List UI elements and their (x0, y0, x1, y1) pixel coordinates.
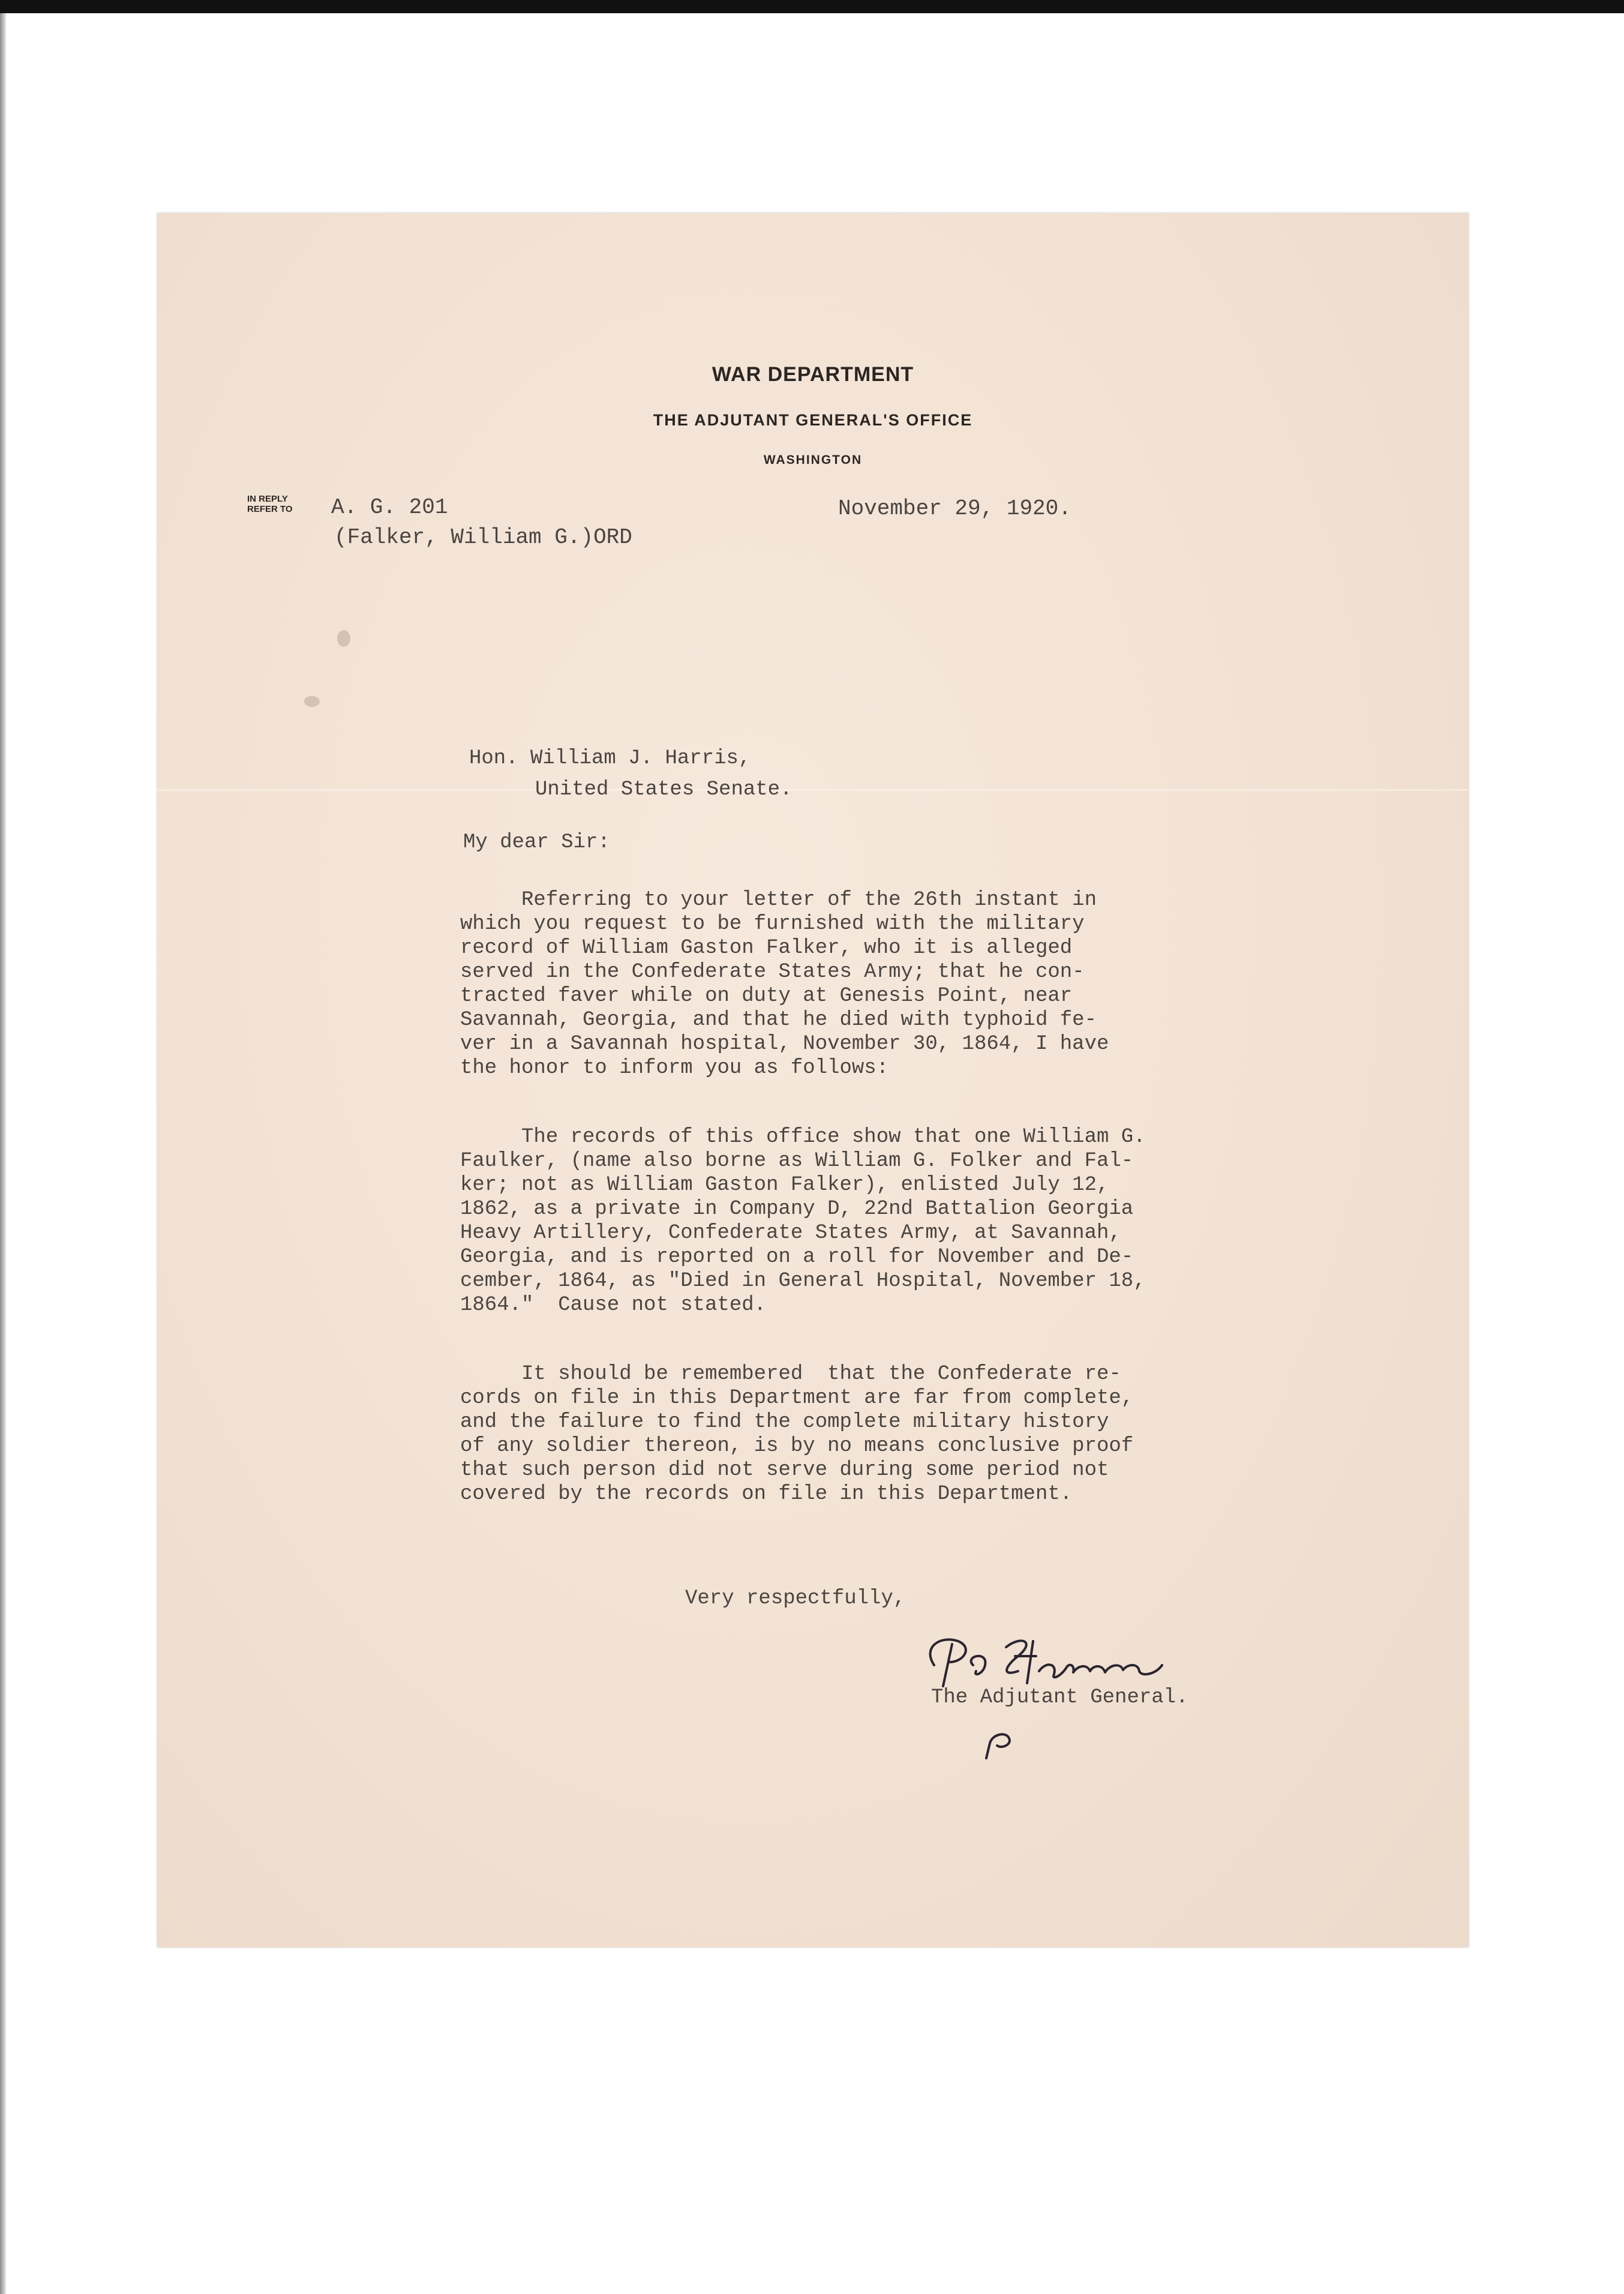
handwritten-initial-mark (979, 1725, 1021, 1767)
paragraph-line: Savannah, Georgia, and that he died with typhoid fe- (460, 1009, 1097, 1031)
paper-blemish (304, 696, 320, 707)
reply-label-line1: IN REPLY (247, 494, 288, 504)
salutation: My dear Sir: (463, 831, 610, 854)
closing: Very respectfully, (685, 1587, 906, 1610)
paragraph-line: of any soldier thereon, is by no means conclusive proof (460, 1435, 1134, 1458)
paragraph-line: 1864." Cause not stated. (460, 1294, 767, 1317)
paragraph-line: 1862, as a private in Company D, 22nd Battalion Georgia (460, 1198, 1134, 1221)
paragraph-line: It should be remembered that the Confederate re- (460, 1363, 1121, 1386)
scan-border-top (0, 0, 1624, 13)
reply-reference-label (247, 494, 293, 514)
paper-fold (157, 789, 1469, 791)
paragraph-line: ker; not as William Gaston Falker), enlisted July 12, (460, 1174, 1109, 1197)
addressee-name: Hon. William J. Harris, (469, 747, 751, 770)
letter-date: November 29, 1920. (838, 496, 1071, 521)
paragraph-line: cember, 1864, as "Died in General Hospital, November 18, (460, 1270, 1146, 1293)
letterhead-city: WASHINGTON (763, 453, 863, 467)
body-paragraph-3 (460, 1362, 1396, 1506)
paragraph-line: the honor to inform you as follows: (460, 1057, 889, 1079)
scan-border-left (0, 13, 6, 2294)
letter-page (157, 213, 1469, 1947)
paragraph-line: Referring to your letter of the 26th instant in (460, 889, 1097, 911)
paragraph-line: covered by the records on file in this Department. (460, 1483, 1073, 1506)
handwritten-signature (916, 1629, 1228, 1695)
addressee-position: United States Senate. (535, 778, 793, 801)
paragraph-line: Faulker, (name also borne as William G. Folker and Fal- (460, 1150, 1134, 1173)
paragraph-line: record of William Gaston Falker, who it is alleged (460, 937, 1073, 959)
signatory-title: The Adjutant General. (931, 1686, 1188, 1709)
letterhead-department: WAR DEPARTMENT (712, 363, 914, 386)
reply-label-line2: REFER TO (247, 504, 293, 514)
body-paragraph-1 (460, 888, 1396, 1080)
paragraph-line: tracted faver while on duty at Genesis Point, near (460, 985, 1073, 1007)
paragraph-line: served in the Confederate States Army; that he con- (460, 961, 1085, 983)
paragraph-line: which you request to be furnished with the military (460, 913, 1085, 935)
paragraph-line: cords on file in this Department are far from complete, (460, 1387, 1134, 1410)
body-paragraph-2 (460, 1125, 1396, 1317)
reference-number: A. G. 201 (331, 495, 448, 520)
paragraph-line: that such person did not serve during some period not (460, 1459, 1109, 1482)
paragraph-line: Georgia, and is reported on a roll for November and De- (460, 1246, 1134, 1269)
paper-blemish (337, 630, 350, 647)
reference-subject: (Falker, William G.)ORD (334, 525, 632, 550)
paragraph-line: Heavy Artillery, Confederate States Army, at Savannah, (460, 1222, 1121, 1245)
paragraph-line: and the failure to find the complete military history (460, 1411, 1109, 1434)
paragraph-line: ver in a Savannah hospital, November 30, 1864, I have (460, 1033, 1109, 1055)
paragraph-line: The records of this office show that one William G. (460, 1126, 1146, 1149)
letterhead-office: THE ADJUTANT GENERAL'S OFFICE (653, 411, 973, 429)
